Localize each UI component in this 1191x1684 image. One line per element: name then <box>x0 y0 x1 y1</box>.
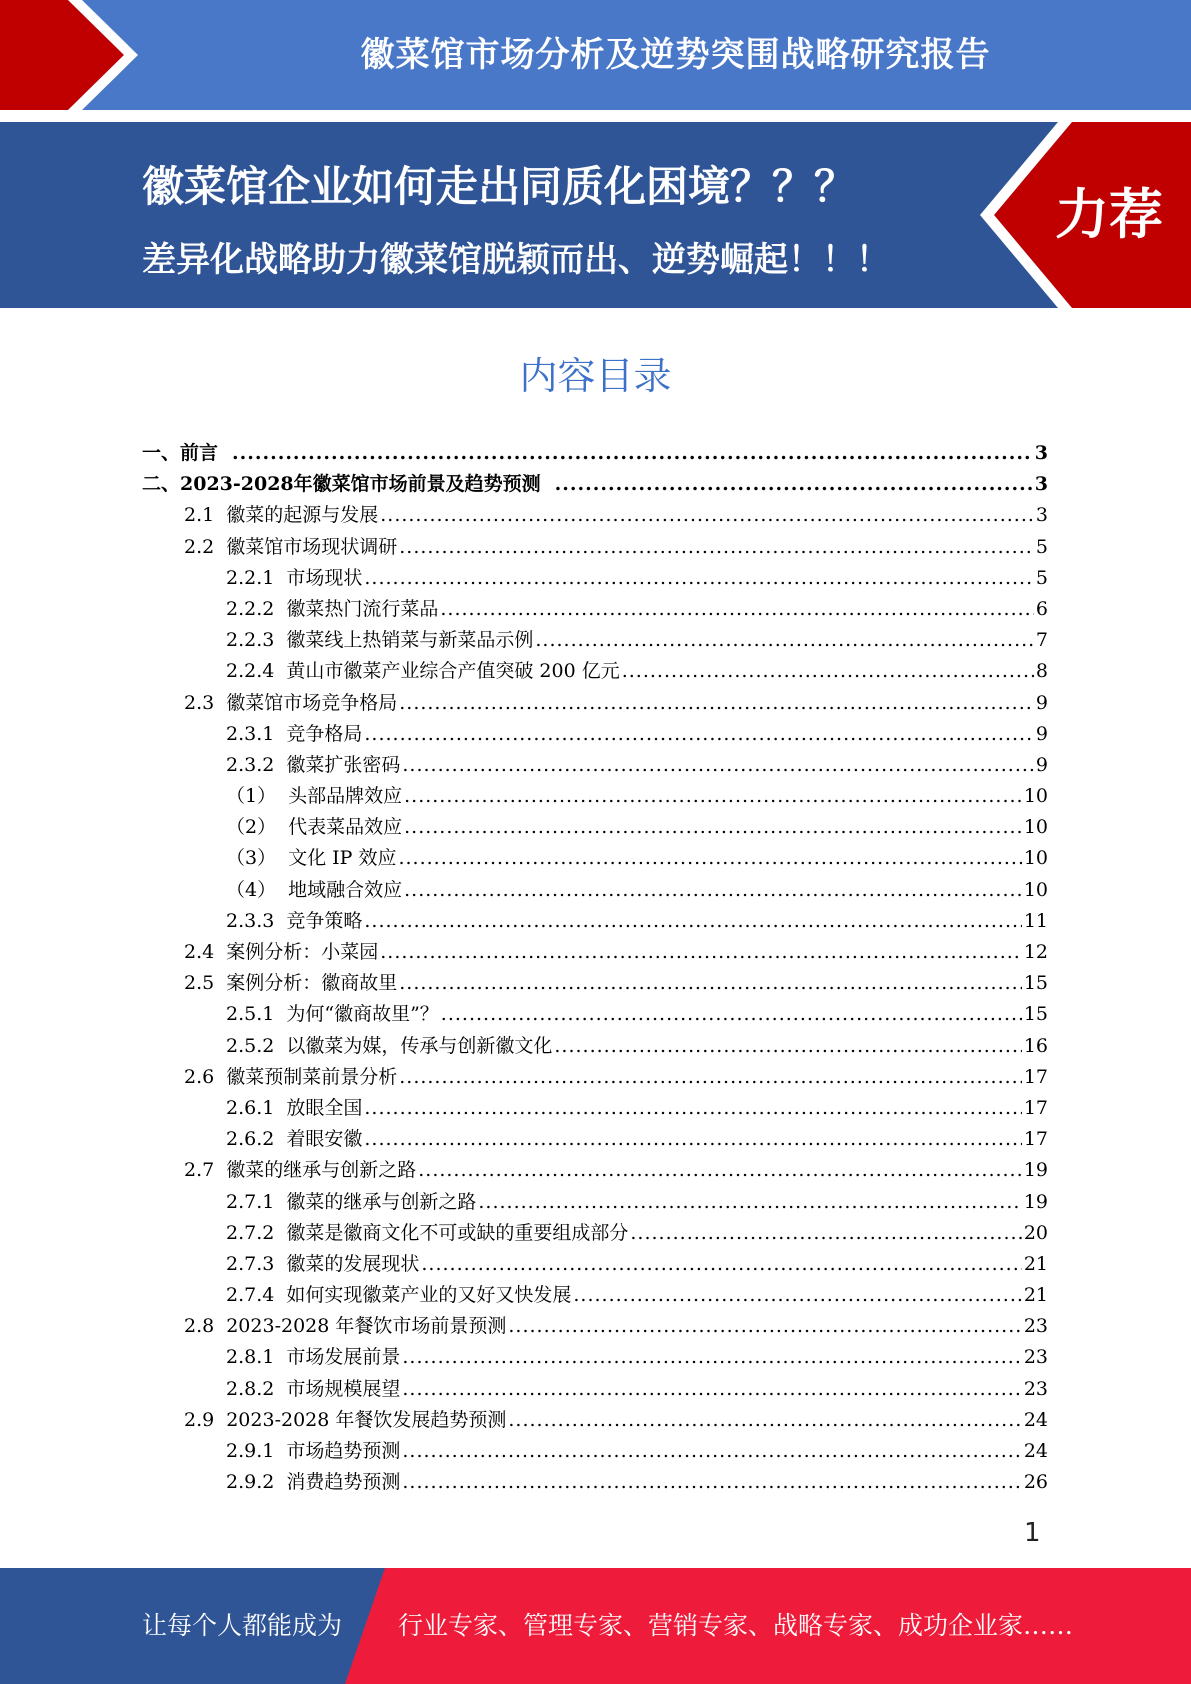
toc-entry-page: 3 <box>1034 442 1048 464</box>
toc-entry[interactable] <box>142 1249 1048 1280</box>
toc-entry[interactable] <box>142 1342 1048 1373</box>
toc-entry-page: 15 <box>1023 1003 1048 1026</box>
toc-dot-leader <box>622 656 1034 687</box>
toc-entry[interactable] <box>142 999 1048 1030</box>
toc-entry-number: 2.9 <box>184 1408 215 1431</box>
toc-entry[interactable] <box>142 875 1048 906</box>
toc-entry-label: 代表菜品效应 <box>288 816 403 839</box>
toc-entry-page: 3 <box>1035 504 1048 527</box>
page-number: 1 <box>1024 1518 1041 1548</box>
toc-entry-page: 10 <box>1023 847 1048 870</box>
toc-entry[interactable] <box>142 469 1048 500</box>
toc-dot-leader <box>630 1218 1021 1249</box>
toc-entry-number: （3） <box>226 847 277 870</box>
toc-entry[interactable] <box>142 719 1048 750</box>
toc-entry-page: 23 <box>1023 1346 1048 1369</box>
toc-entry-label: 徽菜的起源与发展 <box>226 504 379 527</box>
toc-entry-page: 3 <box>1034 473 1048 496</box>
toc-entry[interactable] <box>142 1187 1048 1218</box>
toc-entry-page: 21 <box>1023 1284 1048 1307</box>
toc-entry-page: 16 <box>1023 1034 1048 1057</box>
toc-entry-label: 徽菜的继承与创新之路 <box>286 1190 477 1213</box>
toc-entry-number: 一、前言 <box>142 442 219 464</box>
toc-entry-number: 2.7.4 <box>226 1284 275 1307</box>
toc-entry[interactable] <box>142 906 1048 937</box>
toc-dot-leader <box>404 781 1022 812</box>
footer-slogan-left: 让每个人都能成为 <box>142 1611 343 1640</box>
toc-entry-number: 2.3.3 <box>226 909 275 932</box>
toc-entry-number: 2.7.2 <box>226 1221 275 1244</box>
toc-entry[interactable] <box>142 688 1048 719</box>
toc-entry-label: 以徽菜为媒，传承与创新徽文化 <box>286 1034 553 1057</box>
report-title: 徽菜馆市场分析及逆势突围战略研究报告 <box>360 35 991 75</box>
toc-entry-number: 二、2023-2028年徽菜馆市场前景及趋势预测 <box>142 473 541 496</box>
toc-entry[interactable] <box>142 1093 1048 1124</box>
toc-dot-leader <box>402 1436 1021 1467</box>
toc-dot-leader <box>535 625 1034 656</box>
banner-headline: 徽菜馆企业如何走出同质化困境？？？ <box>142 162 857 211</box>
toc-dot-leader <box>364 719 1034 750</box>
toc-entry-page: 11 <box>1023 909 1048 932</box>
toc-entry[interactable] <box>142 1436 1048 1467</box>
toc-dot-leader <box>402 1342 1021 1373</box>
toc-entry-number: 2.5 <box>184 972 215 995</box>
toc-entry-label: 竞争格局 <box>286 722 363 745</box>
toc-entry-page: 24 <box>1023 1408 1048 1431</box>
toc-entry[interactable] <box>142 1374 1048 1405</box>
toc-entry-label: 徽菜扩张密码 <box>286 753 401 776</box>
toc-entry-number: 2.5.2 <box>226 1034 275 1057</box>
toc-entry[interactable] <box>142 1155 1048 1186</box>
toc-entry-page: 19 <box>1023 1159 1048 1182</box>
toc-dot-leader <box>404 812 1022 843</box>
toc-entry-number: 2.3.2 <box>226 753 275 776</box>
toc-dot-leader <box>380 500 1034 531</box>
toc-entry-label: 案例分析：小菜园 <box>226 941 379 963</box>
footer-bar <box>0 1568 1191 1684</box>
toc-dot-leader <box>232 438 1033 469</box>
toc-entry[interactable] <box>142 750 1048 781</box>
toc-entry-page: 10 <box>1023 785 1048 808</box>
toc-dot-leader <box>404 875 1022 906</box>
toc-entry-label: 徽菜馆市场竞争格局 <box>226 691 398 714</box>
toc-entry-number: 2.8.1 <box>226 1346 275 1369</box>
toc-entry-number: 2.6.1 <box>226 1096 275 1119</box>
toc-entry-page: 10 <box>1023 878 1048 901</box>
toc-entry[interactable] <box>142 500 1048 531</box>
toc-entry-number: 2.1 <box>184 504 215 527</box>
header-bar <box>0 0 1191 110</box>
toc-entry-label: 2023-2028 年餐饮发展趋势预测 <box>226 1408 507 1431</box>
toc-entry[interactable] <box>142 563 1048 594</box>
toc-entry[interactable] <box>142 843 1048 874</box>
toc-entry[interactable] <box>142 812 1048 843</box>
toc-entry-page: 6 <box>1035 597 1048 620</box>
toc-entry-page: 23 <box>1023 1315 1048 1338</box>
toc-dot-leader <box>573 1280 1021 1311</box>
toc-entry-page: 5 <box>1035 566 1048 589</box>
toc-entry-page: 24 <box>1023 1440 1048 1462</box>
toc-entry-page: 15 <box>1023 972 1048 995</box>
banner-subheadline: 差异化战略助力徽菜馆脱颖而出、逆势崛起！！！ <box>142 240 890 280</box>
toc-entry-label: 地域融合效应 <box>288 878 403 901</box>
toc-entry[interactable] <box>142 968 1048 999</box>
toc-entry-label: 市场趋势预测 <box>286 1440 401 1462</box>
toc-entry[interactable] <box>142 594 1048 625</box>
toc-entry-label: 如何实现徽菜产业的又好又快发展 <box>286 1284 572 1307</box>
toc-entry-label: 市场现状 <box>286 566 363 589</box>
toc-entry-page: 17 <box>1023 1128 1048 1151</box>
toc-entry-number: （1） <box>226 785 277 808</box>
toc-entry-label: 文化 IP 效应 <box>288 847 397 870</box>
toc-dot-leader <box>554 1031 1021 1062</box>
toc-entry-label: 徽菜预制菜前景分析 <box>226 1065 398 1088</box>
promo-banner <box>0 122 1191 308</box>
toc-dot-leader <box>402 1374 1021 1405</box>
toc-dot-leader <box>364 563 1034 594</box>
toc-dot-leader <box>508 1405 1021 1436</box>
toc-entry-page: 7 <box>1035 629 1048 652</box>
toc-entry-page: 10 <box>1023 816 1048 839</box>
toc-title: 内容目录 <box>519 354 672 398</box>
toc-entry-label: 市场规模展望 <box>286 1377 401 1400</box>
toc-entry-page: 8 <box>1035 660 1048 683</box>
toc-entry-label: 消费趋势预测 <box>286 1471 401 1494</box>
toc-dot-leader <box>399 1062 1022 1093</box>
toc-dot-leader <box>478 1187 1021 1218</box>
toc-entry[interactable] <box>142 1280 1048 1311</box>
toc-entry[interactable] <box>142 625 1048 656</box>
toc-dot-leader <box>440 594 1034 625</box>
toc-entry-number: 2.9.1 <box>226 1440 275 1462</box>
toc-dot-leader <box>555 469 1033 500</box>
toc-dot-leader <box>399 688 1034 719</box>
toc-entry-label: 案例分析：徽商故里 <box>226 972 398 995</box>
toc-dot-leader <box>399 532 1034 563</box>
toc-entry-number: 2.2.1 <box>226 566 275 589</box>
toc-dot-leader <box>380 937 1022 968</box>
toc-entry[interactable] <box>142 656 1048 687</box>
toc-entry-number: （2） <box>226 816 277 839</box>
toc-entry-page: 26 <box>1023 1471 1048 1494</box>
toc-entry[interactable] <box>142 532 1048 563</box>
toc-entry-number: 2.7.3 <box>226 1252 275 1275</box>
toc-entry[interactable] <box>142 1467 1048 1498</box>
toc-entry-number: 2.8 <box>184 1315 215 1338</box>
toc-entry-page: 9 <box>1035 722 1048 745</box>
toc-entry-page: 5 <box>1035 535 1048 558</box>
toc-entry-label: 徽菜的发展现状 <box>286 1252 420 1275</box>
toc-dot-leader <box>441 999 1022 1030</box>
table-of-contents <box>142 438 1048 1498</box>
toc-entry-page: 12 <box>1023 941 1048 963</box>
toc-entry[interactable] <box>142 937 1048 968</box>
toc-entry-number: 2.8.2 <box>226 1377 275 1400</box>
toc-entry-number: 2.3 <box>184 691 215 714</box>
toc-entry[interactable] <box>142 1405 1048 1436</box>
toc-entry-page: 20 <box>1023 1221 1048 1244</box>
toc-entry-number: 2.2.2 <box>226 597 275 620</box>
toc-dot-leader <box>402 1467 1021 1498</box>
toc-entry[interactable] <box>142 438 1048 469</box>
toc-entry-number: 2.5.1 <box>226 1003 275 1026</box>
toc-entry-number: 2.9.2 <box>226 1471 275 1494</box>
toc-entry-number: 2.2.3 <box>226 629 275 652</box>
toc-dot-leader <box>364 1124 1021 1155</box>
toc-entry-number: 2.4 <box>184 941 215 963</box>
toc-entry-label: 竞争策略 <box>286 909 363 932</box>
toc-entry-label: 徽菜的继承与创新之路 <box>226 1159 417 1182</box>
toc-entry-number: 2.2.4 <box>226 660 275 683</box>
toc-dot-leader <box>399 968 1022 999</box>
toc-entry-page: 17 <box>1023 1065 1048 1088</box>
toc-entry-label: 徽菜热门流行菜品 <box>286 597 439 620</box>
toc-entry-label: 着眼安徽 <box>286 1128 363 1151</box>
toc-entry-label: 黄山市徽菜产业综合产值突破 200 亿元 <box>286 660 620 683</box>
red-chevron-decoration <box>0 0 150 110</box>
toc-dot-leader <box>418 1155 1022 1186</box>
toc-dot-leader <box>508 1311 1021 1342</box>
toc-entry-label: 头部品牌效应 <box>288 785 403 808</box>
toc-entry-number: 2.7 <box>184 1159 215 1182</box>
toc-entry-page: 9 <box>1035 753 1048 776</box>
toc-entry[interactable] <box>142 1311 1048 1342</box>
toc-entry-page: 23 <box>1023 1377 1048 1400</box>
toc-dot-leader <box>402 750 1034 781</box>
toc-dot-leader <box>421 1249 1021 1280</box>
toc-entry-label: 为何“徽商故里”？ <box>286 1003 439 1026</box>
toc-entry-page: 9 <box>1035 691 1048 714</box>
toc-dot-leader <box>364 1093 1021 1124</box>
toc-dot-leader <box>398 843 1021 874</box>
toc-entry[interactable] <box>142 1031 1048 1062</box>
toc-entry-page: 21 <box>1023 1252 1048 1275</box>
toc-entry-number: （4） <box>226 878 277 901</box>
toc-entry-label: 徽菜线上热销菜与新菜品示例 <box>286 629 534 652</box>
toc-entry-label: 市场发展前景 <box>286 1346 401 1369</box>
toc-entry-number: 2.3.1 <box>226 722 275 745</box>
toc-entry-label: 徽菜馆市场现状调研 <box>226 535 398 558</box>
toc-entry-number: 2.6.2 <box>226 1128 275 1151</box>
footer-slogan-right: 行业专家、管理专家、营销专家、战略专家、成功企业家…… <box>398 1611 1074 1640</box>
recommend-badge: 力荐 <box>1055 182 1163 246</box>
toc-entry-page: 19 <box>1023 1190 1048 1213</box>
toc-entry-number: 2.7.1 <box>226 1190 275 1213</box>
toc-entry[interactable] <box>142 1124 1048 1155</box>
toc-entry-label: 徽菜是徽商文化不可或缺的重要组成部分 <box>286 1221 629 1244</box>
toc-entry-page: 17 <box>1023 1096 1048 1119</box>
toc-entry[interactable] <box>142 1062 1048 1093</box>
toc-entry-number: 2.6 <box>184 1065 215 1088</box>
toc-entry[interactable] <box>142 1218 1048 1249</box>
toc-entry[interactable] <box>142 781 1048 812</box>
toc-dot-leader <box>364 906 1021 937</box>
toc-entry-label: 2023-2028 年餐饮市场前景预测 <box>226 1315 507 1338</box>
toc-entry-label: 放眼全国 <box>286 1096 363 1119</box>
toc-entry-number: 2.2 <box>184 535 215 558</box>
